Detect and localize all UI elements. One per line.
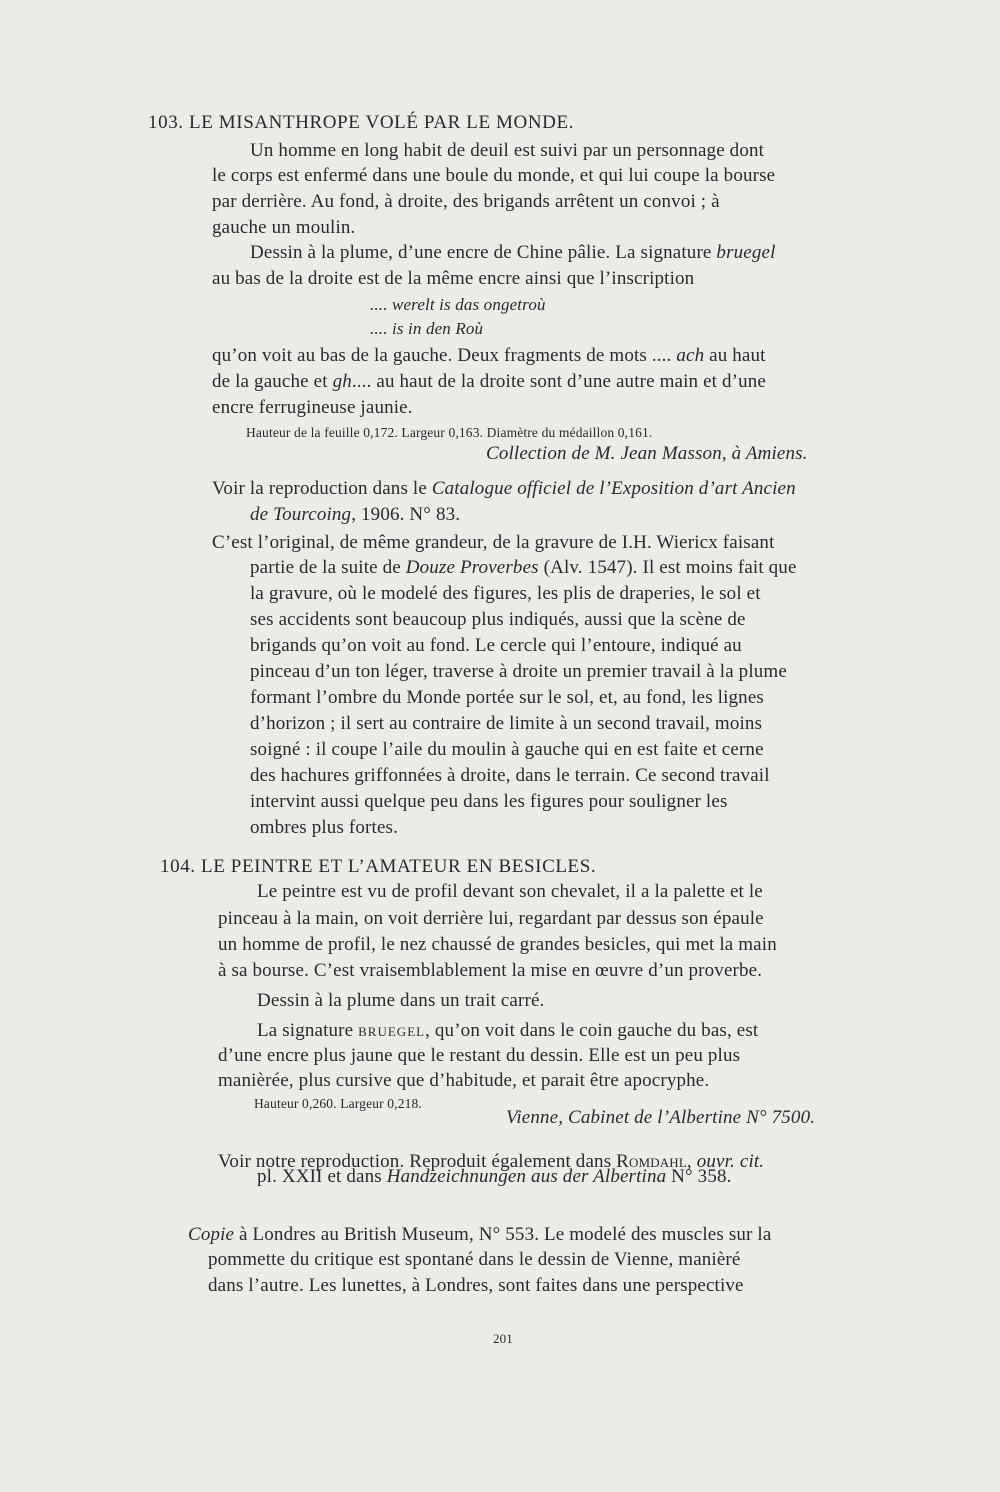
commentary-line: pinceau d’un ton léger, traverse à droite un premier travail à la plume <box>250 661 787 682</box>
paragraph-line: Dessin à la plume dans un trait carré. <box>257 990 545 1011</box>
paragraph-line: par derrière. Au fond, à droite, des brigands arrêtent un convoi ; à <box>212 191 720 212</box>
commentary-line: intervint aussi quelque peu dans les figures pour souligner les <box>250 791 728 812</box>
dimensions-note: Hauteur 0,260. Largeur 0,218. <box>254 1096 422 1111</box>
paragraph-line: La signature bruegel, qu’on voit dans le coin gauche du bas, est <box>257 1020 759 1041</box>
reference-line: Voir notre reproduction. Reproduit également dans Romdahl, ouvr. cit. <box>218 1151 765 1172</box>
entry-title: LE MISANTHROPE VOLÉ PAR LE MONDE. <box>189 112 575 133</box>
reference-line: Voir la reproduction dans le Catalogue officiel de l’Exposition d’art Ancien <box>212 478 796 499</box>
paragraph-line: un homme de profil, le nez chaussé de grandes besicles, qui met la main <box>218 934 777 955</box>
inscription-line: .... is in den Roù <box>370 319 484 338</box>
catalogue-title: Catalogue officiel de l’Exposition d’art Ancien <box>431 478 796 499</box>
copy-note-line: dans l’autre. Les lunettes, à Londres, sont faites dans une perspective <box>208 1275 744 1296</box>
collection-line: Vienne, Cabinet de l’Albertine N° 7500. <box>506 1107 816 1128</box>
paragraph-line: manièrée, plus cursive que d’habitude, et parait être apocryphe. <box>218 1070 710 1091</box>
paragraph-line: au bas de la droite est de la même encre ainsi que l’inscription <box>212 268 695 289</box>
paragraph-line: d’une encre plus jaune que le restant du dessin. Elle est un peu plus <box>218 1045 741 1066</box>
entry-104-heading <box>160 857 596 876</box>
collection-line: Collection de M. Jean Masson, à Amiens. <box>486 443 808 464</box>
signature-text: bruegel <box>716 242 776 263</box>
paragraph-line: le corps est enfermé dans une boule du monde, et qui lui coupe la bourse <box>212 165 776 186</box>
paragraph-line: Un homme en long habit de deuil est suivi par un personnage dont <box>250 140 765 161</box>
paragraph-line: gauche un moulin. <box>212 217 356 238</box>
commentary-line: formant l’ombre du Monde portée sur le sol, et, au fond, les lignes <box>250 687 764 708</box>
entry-title: LE PEINTRE ET L’AMATEUR EN BESICLES. <box>201 856 597 877</box>
entry-103-heading <box>148 113 574 132</box>
commentary-line: brigands qu’on voit au fond. Le cercle qui l’entoure, indiqué au <box>250 635 742 656</box>
paragraph-line: à sa bourse. C’est vraisemblablement la mise en œuvre d’un proverbe. <box>218 960 763 981</box>
reference-line: de Tourcoing, 1906. N° 83. <box>250 504 461 525</box>
paragraph-line: qu’on voit au bas de la gauche. Deux fragments de mots .... ach au haut <box>212 345 766 366</box>
signature-text: bruegel <box>358 1020 426 1041</box>
paragraph-line: Dessin à la plume, d’une encre de Chine pâlie. La signature bruegel <box>250 242 776 263</box>
commentary-line: la gravure, où le modelé des figures, les plis de draperies, le sol et <box>250 583 761 604</box>
paragraph-line: Le peintre est vu de profil devant son chevalet, il a la palette et le <box>257 881 763 902</box>
entry-number: 103. <box>148 112 184 133</box>
paragraph-line: encre ferrugineuse jaunie. <box>212 397 413 418</box>
page-number: 201 <box>493 1331 513 1346</box>
commentary-line: d’horizon ; il sert au contraire de limite à un second travail, moins <box>250 713 763 734</box>
paragraph-line: de la gauche et gh.... au haut de la droite sont d’une autre main et d’une <box>212 371 767 392</box>
inscription-line: .... werelt is das ongetroù <box>370 295 546 314</box>
reference-line: pl. XXII et dans Handzeichnungen aus der Albertina N° 358. <box>257 1166 732 1187</box>
dimensions-note: Hauteur de la feuille 0,172. Largeur 0,163. Diamètre du médaillon 0,161. <box>246 425 653 440</box>
copy-note-line: Copie à Londres au British Museum, N° 553. Le modelé des muscles sur la <box>188 1224 772 1245</box>
commentary-line: des hachures griffonnées à droite, dans le terrain. Ce second travail <box>250 765 770 786</box>
commentary-line: soigné : il coupe l’aile du moulin à gauche qui en est faite et cerne <box>250 739 764 760</box>
commentary-line: partie de la suite de Douze Proverbes (Alv. 1547). Il est moins fait que <box>250 557 797 578</box>
copy-note-line: pommette du critique est spontané dans le dessin de Vienne, manièré <box>208 1249 741 1270</box>
commentary-line: C’est l’original, de même grandeur, de la gravure de I.H. Wiericx faisant <box>212 532 775 553</box>
commentary-line: ses accidents sont beaucoup plus indiqués, aussi que la scène de <box>250 609 746 630</box>
commentary-line: ombres plus fortes. <box>250 817 398 838</box>
entry-number: 104. <box>160 856 196 877</box>
paragraph-line: pinceau à la main, on voit derrière lui, regardant par dessus son épaule <box>218 908 764 929</box>
